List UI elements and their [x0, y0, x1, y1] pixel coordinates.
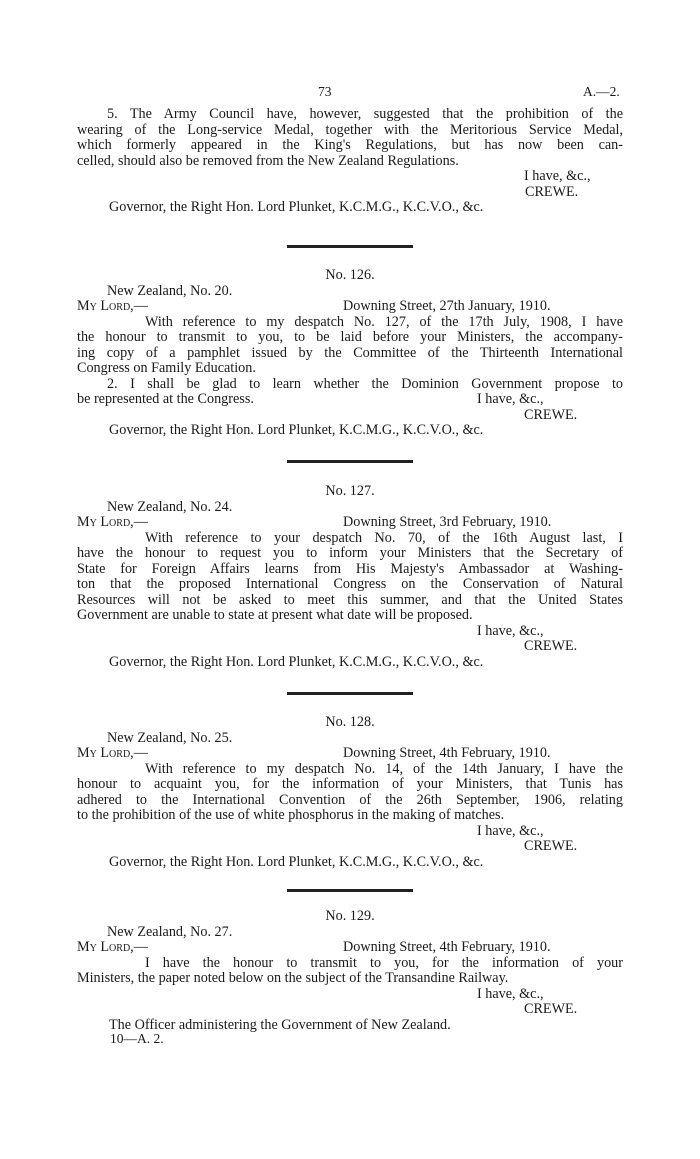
- signature: CREWE.: [524, 838, 578, 854]
- body-line: Resources will not be asked to meet this summer, and that the United States: [77, 591, 623, 608]
- body-line: wearing of the Long-service Medal, together with the Meritorious Service Medal,: [77, 121, 623, 138]
- despatch-127: [77, 484, 623, 670]
- signature: CREWE.: [524, 638, 578, 654]
- despatch-number: No. 129.: [325, 908, 375, 924]
- addressee: Governor, the Right Hon. Lord Plunket, K.C.M.G., K.C.V.O., &c.: [109, 653, 484, 670]
- addressee: Governor, the Right Hon. Lord Plunket, K.C.M.G., K.C.V.O., &c.: [109, 853, 484, 870]
- body-line: ing copy of a pamphlet issued by the Committee of the Thirteenth International: [77, 344, 623, 361]
- addressee: Governor, the Right Hon. Lord Plunket, K.C.M.G., K.C.V.O., &c.: [109, 199, 484, 215]
- despatch-128: [77, 715, 623, 870]
- body-line: Congress on Family Education.: [77, 360, 256, 376]
- section-divider: [77, 889, 623, 892]
- body-line: which formerly appeared in the King's Regulations, but has now been can-: [77, 137, 623, 153]
- despatch-number: No. 128.: [325, 714, 375, 730]
- despatch-129: [77, 909, 623, 1033]
- body-line: 2. I shall be glad to learn whether the Dominion Government propose to: [107, 375, 623, 392]
- page-number: 73: [318, 84, 332, 99]
- closing: I have, &c.,: [524, 168, 591, 184]
- section-divider: [77, 692, 623, 695]
- intro-section: [77, 107, 623, 216]
- place-date: Downing Street, 4th February, 1910.: [343, 745, 551, 761]
- body-line: State for Foreign Affairs learns from His Majesty's Ambassador at Washing-: [77, 560, 623, 577]
- body-line: ton that the proposed International Congress on the Conservation of Natural: [77, 576, 623, 592]
- signature: CREWE.: [524, 406, 578, 423]
- closing: I have, &c.,: [477, 822, 544, 839]
- page-header: [0, 84, 700, 100]
- despatch-number: No. 126.: [325, 267, 375, 283]
- addressee: The Officer administering the Government of New Zealand.: [109, 1016, 451, 1033]
- nz-reference: New Zealand, No. 25.: [107, 729, 233, 746]
- body-line: Government are unable to state at present what date will be proposed.: [77, 607, 473, 623]
- place-date: Downing Street, 27th January, 1910.: [343, 298, 551, 314]
- despatch-number: No. 127.: [325, 483, 375, 499]
- salutation: My Lord,—: [77, 298, 148, 314]
- closing: I have, &c.,: [477, 985, 544, 1002]
- place-date: Downing Street, 4th February, 1910.: [343, 939, 551, 955]
- body-line: honour to acquaint you, for the information of your Ministers, that Tunis has: [77, 776, 623, 792]
- signature: CREWE.: [524, 1001, 578, 1017]
- body-line: With reference to your despatch No. 70, of the 16th August last, I: [145, 529, 623, 546]
- closing: I have, &c.,: [477, 391, 544, 407]
- addressee: Governor, the Right Hon. Lord Plunket, K.C.M.G., K.C.V.O., &c.: [109, 422, 484, 438]
- closing: I have, &c.,: [477, 622, 544, 639]
- body-line: have the honour to request you to inform your Ministers that the Secretary of: [77, 545, 623, 561]
- signature: CREWE.: [525, 183, 579, 200]
- body-line: adhered to the International Convention of the 26th September, 1906, relating: [77, 791, 623, 808]
- nz-reference: New Zealand, No. 20.: [107, 282, 233, 299]
- body-line: to the prohibition of the use of white phosphorus in the making of matches.: [77, 807, 505, 823]
- salutation: My Lord,—: [77, 745, 148, 761]
- despatch-126: [77, 268, 623, 439]
- body-line: Ministers, the paper noted below on the subject of the Transandine Railway.: [77, 970, 509, 986]
- section-divider: [77, 245, 623, 248]
- place-date: Downing Street, 3rd February, 1910.: [343, 514, 552, 530]
- body-line: celled, should also be removed from the New Zealand Regulations.: [77, 152, 459, 169]
- body-line: I have the honour to transmit to you, for the information of your: [145, 954, 623, 971]
- nz-reference: New Zealand, No. 24.: [107, 498, 233, 515]
- body-line: With reference to my despatch No. 127, of the 17th July, 1908, I have: [145, 313, 623, 330]
- body-line: With reference to my despatch No. 14, of the 14th January, I have the: [145, 760, 623, 777]
- body-line: be represented at the Congress.: [77, 391, 254, 407]
- section-divider: [77, 460, 623, 463]
- document-reference: A.—2.: [583, 84, 620, 99]
- nz-reference: New Zealand, No. 27.: [107, 923, 233, 940]
- salutation: My Lord,—: [77, 514, 148, 530]
- body-line: 5. The Army Council have, however, suggested that the prohibition of the: [107, 106, 623, 122]
- footer-note: 10—A. 2.: [110, 1031, 164, 1046]
- body-line: the honour to transmit to you, to be laid before your Ministers, the accompany-: [77, 329, 623, 345]
- salutation: My Lord,—: [77, 939, 148, 955]
